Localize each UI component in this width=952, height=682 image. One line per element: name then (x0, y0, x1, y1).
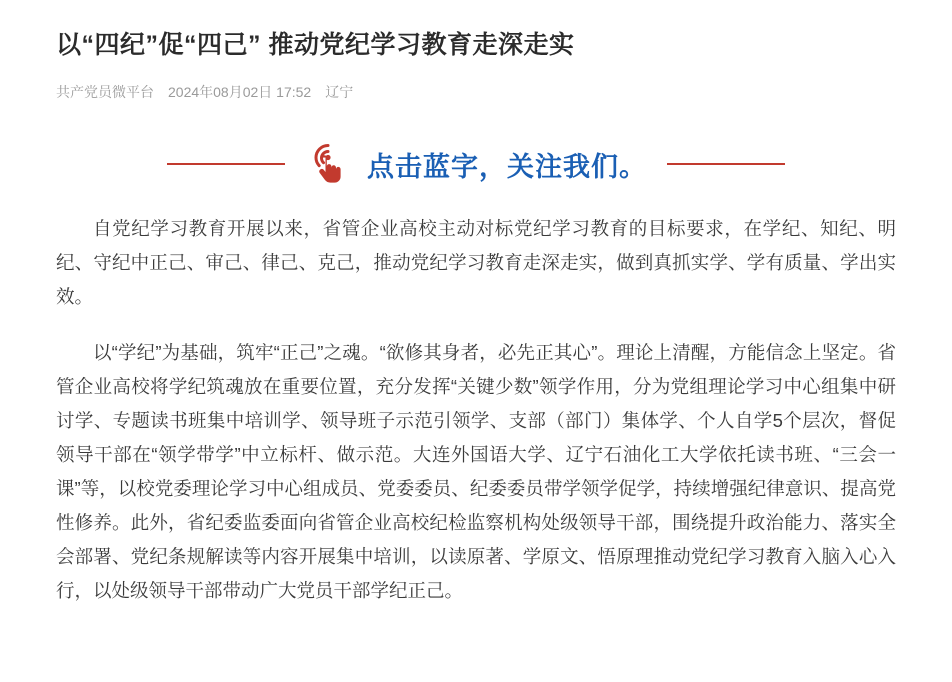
banner-divider-right (667, 163, 785, 165)
banner-text: 点击蓝字，关注我们。 (367, 151, 647, 182)
paragraph: 自党纪学习教育开展以来，省管企业高校主动对标党纪学习教育的目标要求，在学纪、知纪、明纪、守纪中正己、审己、律己、克己，推动党纪学习教育走深走实，做到真抓实学、学有质量、学出实效。 (56, 218, 896, 307)
follow-us-banner (56, 136, 896, 192)
paragraph: 以“学纪”为基础，筑牢“正己”之魂。“欲修其身者，必先正其心”。理论上清醒，方能信念上坚定。省管企业高校将学纪筑魂放在重要位置，充分发挥“关键少数”领学作用，分为党组理论学习中心组集中研讨学、专题读书班集中培训学、领导班子示范引领学、支部（部门）集体学、个人自学5个层次，督促领导干部在“领学带学”中立标杆、做示范。大连外国语大学、辽宁石油化工大学依托读书班、“三会一课”等，以校党委理论学习中心组成员、党委委员、纪委委员带学领学促学，持续增强纪律意识、提高党性修养。此外，省纪委监委面向省管企业高校纪检监察机构处级领导干部，围绕提升政治能力、落实全会部署、党纪条规解读等内容开展集中培训，以读原著、学原文、悟原理推动党纪学习教育入脑入心入行，以处级领导干部带动广大党员干部学纪正己。 (56, 342, 896, 601)
meta-datetime: 2024年08月02日 17:52 (168, 84, 312, 100)
meta-source: 共产党员微平台 (56, 84, 154, 100)
meta-location: 辽宁 (325, 84, 354, 100)
banner-content (305, 141, 647, 187)
article-meta (56, 82, 896, 102)
banner-divider-left (167, 163, 285, 165)
page-title: 以“四纪”促“四己” 推动党纪学习教育走深走实 (56, 31, 575, 59)
article-body (56, 212, 896, 608)
click-hand-icon (305, 141, 351, 187)
